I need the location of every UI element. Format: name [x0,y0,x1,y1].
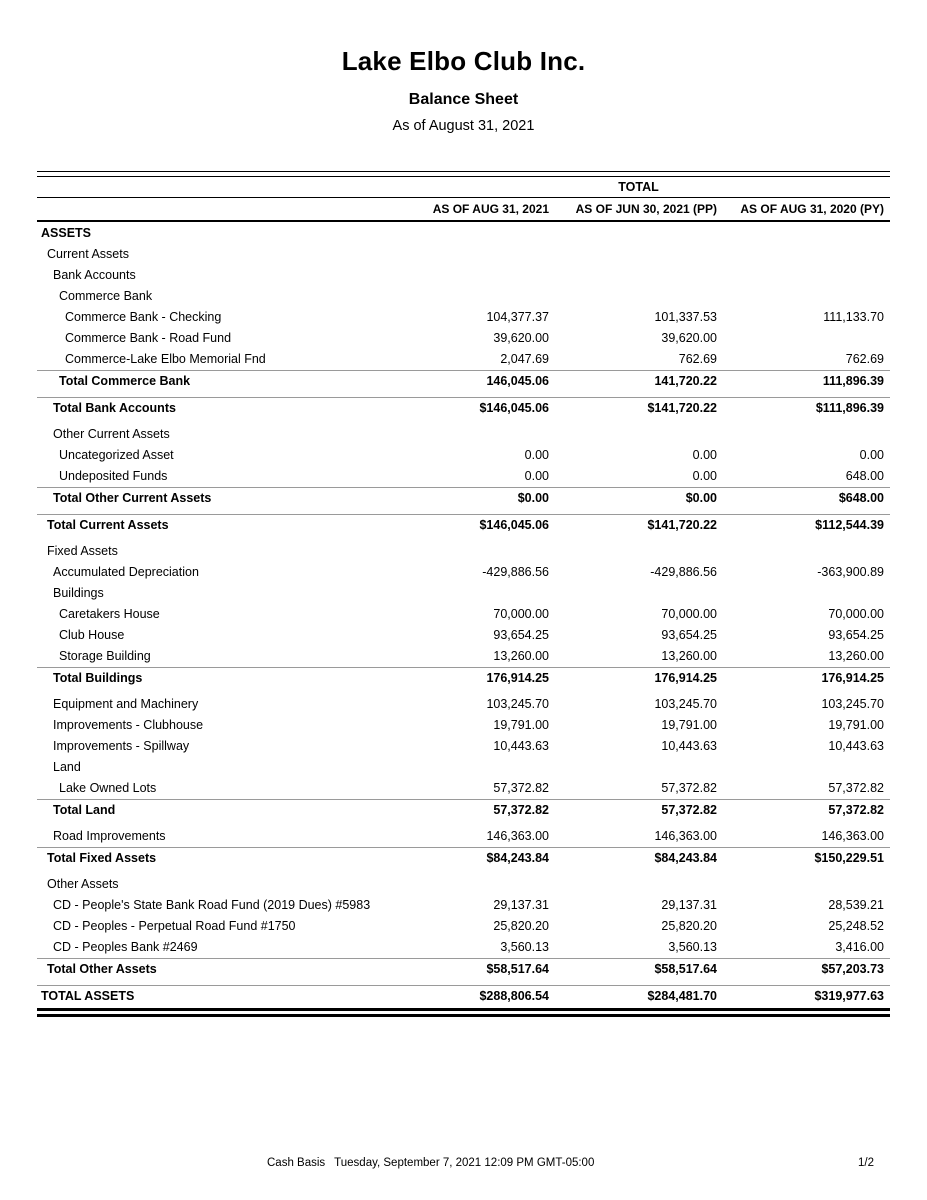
row-value: 176,914.25 [821,671,884,685]
table-row [37,445,890,466]
row-label: Total Buildings [53,671,143,685]
row-label: Undeposited Funds [59,469,168,483]
row-label: Accumulated Depreciation [53,565,199,579]
row-value: 146,363.00 [486,829,549,843]
row-value: 2,047.69 [500,352,549,366]
page-footer [0,1153,927,1173]
row-label: Land [53,760,81,774]
row-value [720,874,890,895]
row-value: 13,260.00 [661,649,717,663]
row-value: $146,045.06 [479,518,549,532]
table-row [37,916,890,937]
row-value: -429,886.56 [482,565,549,579]
column-header-spacer [37,198,384,220]
row-value: 10,443.63 [828,739,884,753]
row-value: 103,245.70 [821,697,884,711]
row-value: 93,654.25 [493,628,549,642]
group-header-spacer [37,177,387,197]
table-row [37,349,890,370]
row-label: CD - Peoples - Perpetual Road Fund #1750 [53,919,296,933]
row-label: Club House [59,628,125,642]
row-value: 25,820.20 [661,919,717,933]
row-value: 146,363.00 [821,829,884,843]
row-value: 57,372.82 [661,803,717,817]
row-value [552,223,720,244]
row-value [552,757,720,778]
table-rows [37,222,890,1007]
row-value: 70,000.00 [661,607,717,621]
footer-left [267,1153,594,1173]
table-row [37,514,890,536]
row-value: 29,137.31 [661,898,717,912]
table-row [37,265,890,286]
row-value: 0.00 [859,448,884,462]
row-label: Total Other Assets [47,962,157,976]
row-value: $112,544.39 [815,518,884,532]
table-row [37,667,890,689]
row-label: Total Land [53,803,116,817]
row-value: -363,900.89 [817,565,884,579]
table-row [37,487,890,509]
row-value [384,223,552,244]
column-header-current: AS OF AUG 31, 2021 [432,202,549,216]
row-value [720,424,890,445]
row-label: CD - People's State Bank Road Fund (2019 Dues) #5983 [53,898,371,912]
accounting-basis: Cash Basis [267,1157,326,1169]
report-title: Balance Sheet [408,91,519,108]
row-value: 104,377.37 [486,310,549,324]
table-row [37,328,890,349]
table-row [37,307,890,328]
table-row [37,778,890,799]
row-value [552,424,720,445]
row-value: $0.00 [517,491,549,505]
row-value: $111,896.39 [815,401,884,415]
row-label: Commerce-Lake Elbo Memorial Fnd [65,352,266,366]
row-label: Commerce Bank [59,289,153,303]
table-row [37,757,890,778]
row-value: $84,243.84 [654,851,717,865]
group-header-label: TOTAL [618,180,659,194]
row-value [552,541,720,562]
row-value: 146,363.00 [654,829,717,843]
row-value: 111,896.39 [822,374,884,388]
row-value [720,328,890,349]
row-label: Bank Accounts [53,268,136,282]
row-value: $319,977.63 [814,989,884,1003]
table-row [37,286,890,307]
table-row [37,736,890,757]
row-label: Total Commerce Bank [59,374,191,388]
row-label: Current Assets [47,247,129,261]
row-value: 3,560.13 [500,940,549,954]
row-label: TOTAL ASSETS [41,989,135,1003]
row-value [384,541,552,562]
row-label: Buildings [53,586,104,600]
row-value: $84,243.84 [486,851,549,865]
row-value: 19,791.00 [493,718,549,732]
row-value: 0.00 [692,448,717,462]
row-value: 111,133.70 [823,310,884,324]
row-value [552,583,720,604]
row-value [720,223,890,244]
row-value [720,265,890,286]
table-row [37,604,890,625]
row-value: 13,260.00 [493,649,549,663]
row-value [384,583,552,604]
row-value: 103,245.70 [654,697,717,711]
row-value: 762.69 [678,352,717,366]
row-value [720,286,890,307]
table-row [37,397,890,419]
row-value [552,265,720,286]
table-row [37,847,890,869]
row-label: Uncategorized Asset [59,448,174,462]
table-row [37,466,890,487]
column-header-prior-year: AS OF AUG 31, 2020 (PY) [740,202,884,216]
row-value: 146,045.06 [486,374,549,388]
row-label: Total Other Current Assets [53,491,212,505]
row-value [552,244,720,265]
table-row [37,937,890,958]
table-row [37,424,890,445]
table-row [37,985,890,1007]
row-value: 176,914.25 [654,671,717,685]
row-value: 29,137.31 [493,898,549,912]
row-label: Commerce Bank - Road Fund [65,331,232,345]
row-value: 13,260.00 [828,649,884,663]
row-label: Storage Building [59,649,151,663]
row-value: 103,245.70 [486,697,549,711]
row-value: $150,229.51 [814,851,884,865]
row-value [384,286,552,307]
row-value: 93,654.25 [661,628,717,642]
row-value: $141,720.22 [647,401,717,415]
row-value: 25,248.52 [828,919,884,933]
row-value: 25,820.20 [493,919,549,933]
row-value [720,541,890,562]
table-row [37,223,890,244]
row-value [720,583,890,604]
row-value: $0.00 [685,491,717,505]
row-value [384,265,552,286]
table-row [37,583,890,604]
row-value: 648.00 [845,469,884,483]
report-date-line: As of August 31, 2021 [392,118,535,134]
row-label: Improvements - Spillway [53,739,190,753]
row-value: $58,517.64 [486,962,549,976]
row-value: 39,620.00 [493,331,549,345]
table-row [37,244,890,265]
row-label: Total Current Assets [47,518,169,532]
row-value [384,424,552,445]
row-value [384,874,552,895]
row-value: 141,720.22 [654,374,717,388]
table-row [37,646,890,667]
row-value: 0.00 [692,469,717,483]
company-name: Lake Elbo Club Inc. [341,46,586,76]
row-value: 57,372.82 [493,803,549,817]
page-number: 1/2 [858,1157,874,1169]
row-value: 10,443.63 [493,739,549,753]
row-value [720,757,890,778]
row-label: ASSETS [41,226,92,240]
table-row [37,370,890,392]
row-value: 70,000.00 [493,607,549,621]
row-value: $288,806.54 [479,989,549,1003]
row-label: Lake Owned Lots [59,781,157,795]
balance-sheet-table [37,171,890,1017]
row-value [720,244,890,265]
row-value: 19,791.00 [828,718,884,732]
row-label: Equipment and Machinery [53,697,199,711]
row-value: 10,443.63 [661,739,717,753]
row-value: 39,620.00 [661,331,717,345]
row-value: $57,203.73 [821,962,884,976]
row-label: Improvements - Clubhouse [53,718,204,732]
row-label: Road Improvements [53,829,166,843]
row-value: 28,539.21 [828,898,884,912]
row-label: Caretakers House [59,607,160,621]
row-value: -429,886.56 [650,565,717,579]
table-row [37,874,890,895]
row-value: $284,481.70 [647,989,717,1003]
row-value [552,286,720,307]
row-value: 57,372.82 [828,803,884,817]
row-value: $58,517.64 [654,962,717,976]
bottom-double-rule [37,1008,890,1017]
table-row [37,541,890,562]
report-header [0,0,927,134]
row-value: 0.00 [524,469,549,483]
row-label: CD - Peoples Bank #2469 [53,940,198,954]
row-label: Total Fixed Assets [47,851,157,865]
row-label: Commerce Bank - Checking [65,310,222,324]
row-value: $146,045.06 [479,401,549,415]
table-row [37,799,890,821]
row-label: Fixed Assets [47,544,118,558]
row-value [384,244,552,265]
generated-timestamp: Tuesday, September 7, 2021 12:09 PM GMT-05:00 [334,1157,595,1169]
row-label: Other Current Assets [53,427,170,441]
row-value: 93,654.25 [828,628,884,642]
row-label: Total Bank Accounts [53,401,176,415]
row-value: 176,914.25 [486,671,549,685]
row-value: $648.00 [838,491,884,505]
row-value: 101,337.53 [654,310,717,324]
row-value: 57,372.82 [493,781,549,795]
row-value [384,757,552,778]
row-label: Other Assets [47,877,119,891]
column-header-prior-period: AS OF JUN 30, 2021 (PP) [575,202,717,216]
row-value: 57,372.82 [661,781,717,795]
row-value: 70,000.00 [828,607,884,621]
table-row [37,694,890,715]
row-value: 3,560.13 [668,940,717,954]
table-row [37,625,890,646]
row-value: 3,416.00 [835,940,884,954]
table-row [37,715,890,736]
row-value: 19,791.00 [661,718,717,732]
table-row [37,826,890,847]
column-header-row [37,198,890,222]
table-row [37,562,890,583]
row-value: 57,372.82 [828,781,884,795]
row-value [552,874,720,895]
row-value: 0.00 [524,448,549,462]
table-row [37,895,890,916]
row-value: $141,720.22 [647,518,717,532]
column-group-header-row [37,177,890,198]
row-value: 762.69 [845,352,884,366]
table-row [37,958,890,980]
